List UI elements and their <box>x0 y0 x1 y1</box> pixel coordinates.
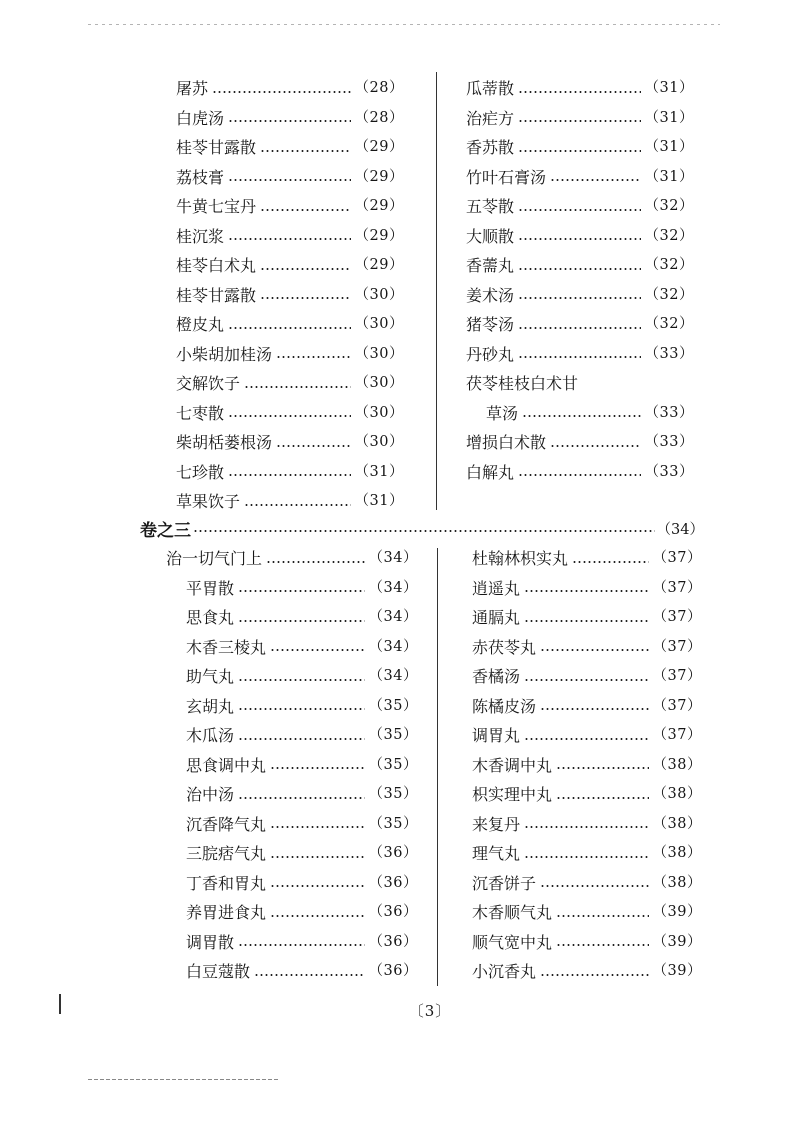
toc-column-top-left <box>176 74 404 517</box>
toc-entry <box>466 428 694 458</box>
entry-title: 调胃散 <box>186 932 235 952</box>
toc-entry <box>466 104 694 134</box>
toc-entry <box>466 222 694 252</box>
entry-title: 桂沉浆 <box>176 226 225 246</box>
toc-entry <box>466 74 694 104</box>
entry-title: 五苓散 <box>466 197 515 216</box>
toc-entry <box>166 692 418 722</box>
entry-title: 柴胡栝蒌根汤 <box>176 433 273 452</box>
entry-title: 木瓜汤 <box>186 726 235 745</box>
toc-entry <box>166 898 418 928</box>
entry-title: 瓜蒂散 <box>466 79 515 98</box>
entry-title: 香薷丸 <box>466 256 515 275</box>
toc-entry <box>472 810 702 840</box>
entry-page: （38） <box>652 874 702 891</box>
entry-title: 陈橘皮汤 <box>472 696 537 716</box>
dot-leader <box>228 327 351 329</box>
entry-page: （28） <box>354 80 404 96</box>
entry-page: （29） <box>354 257 404 273</box>
entry-page: （38） <box>652 815 702 832</box>
entry-title: 治疟方 <box>466 108 515 128</box>
dot-leader <box>556 915 649 917</box>
toc-entry <box>472 751 702 781</box>
entry-page: （34） <box>368 550 418 566</box>
toc-entry <box>166 662 418 692</box>
toc-entry <box>166 780 418 810</box>
dot-leader <box>556 767 649 769</box>
toc-entry <box>176 487 404 517</box>
entry-title: 调胃丸 <box>472 726 521 745</box>
toc-entry <box>472 957 702 987</box>
entry-title: 平胃散 <box>186 578 235 598</box>
entry-page: （31） <box>354 493 404 509</box>
entry-title: 三脘痞气丸 <box>186 844 267 863</box>
dot-leader <box>518 474 641 476</box>
entry-title: 沉香饼子 <box>472 873 537 893</box>
toc-entry <box>466 163 694 193</box>
entry-title: 养胃进食丸 <box>186 903 267 922</box>
entry-page: （38） <box>652 756 702 773</box>
entry-page: （31） <box>644 168 694 185</box>
section-page: （34） <box>656 521 704 538</box>
entry-page: （32） <box>644 257 694 273</box>
toc-entry <box>472 574 702 604</box>
dot-leader <box>270 915 365 917</box>
entry-title: 沉香降气丸 <box>186 814 267 834</box>
toc-entry <box>176 133 404 163</box>
entry-page: （38） <box>652 845 702 861</box>
entry-page: （37） <box>652 579 702 596</box>
dot-leader <box>572 561 649 563</box>
dot-leader <box>524 590 649 592</box>
entry-title: 丹砂丸 <box>466 344 515 364</box>
entry-page: （37） <box>652 697 702 714</box>
dot-leader <box>228 179 351 181</box>
page-number: 〔3〕 <box>408 1002 452 1020</box>
dot-leader <box>238 797 365 799</box>
entry-page: （37） <box>652 727 702 743</box>
entry-title: 姜术汤 <box>466 285 515 305</box>
toc-entry <box>166 928 418 958</box>
bottom-scan-line <box>88 1079 278 1080</box>
entry-title: 治中汤 <box>186 785 235 804</box>
entry-page: （35） <box>368 697 418 714</box>
toc-entry <box>466 192 694 222</box>
dot-leader <box>524 738 649 740</box>
toc-entry <box>176 104 404 134</box>
entry-page: （35） <box>368 786 418 802</box>
dot-leader <box>212 91 351 93</box>
section-title: 卷之三 <box>140 520 191 541</box>
toc-entry <box>466 458 694 488</box>
dot-leader <box>270 826 365 828</box>
entry-page: （33） <box>644 345 694 362</box>
toc-entry <box>466 399 694 429</box>
entry-page: （37） <box>652 609 702 625</box>
entry-page: （31） <box>644 109 694 126</box>
dot-leader <box>524 856 649 858</box>
toc-entry <box>166 869 418 899</box>
entry-page: （39） <box>652 933 702 950</box>
dot-leader <box>238 620 365 622</box>
entry-title: 桂苓甘露散 <box>176 138 257 157</box>
dot-leader <box>518 91 641 93</box>
dot-leader <box>244 504 351 506</box>
dot-leader <box>518 268 641 270</box>
toc-entry <box>472 780 702 810</box>
entry-page: （34） <box>368 609 418 625</box>
entry-title: 小沉香丸 <box>472 962 537 981</box>
dot-leader <box>518 209 641 211</box>
entry-page: （35） <box>368 727 418 743</box>
toc-entry <box>472 898 702 928</box>
entry-page: （28） <box>354 109 404 126</box>
dot-leader <box>270 649 365 651</box>
entry-page: （31） <box>354 463 404 480</box>
dot-leader <box>540 649 649 651</box>
entry-title: 香苏散 <box>466 138 515 157</box>
dot-leader <box>260 268 351 270</box>
toc-entry <box>176 340 404 370</box>
entry-title: 思食丸 <box>186 608 235 627</box>
entry-page: （39） <box>652 963 702 979</box>
entry-title: 白解丸 <box>466 462 515 482</box>
entry-title: 草汤 <box>486 403 519 423</box>
toc-entry <box>166 603 418 633</box>
dot-leader <box>238 590 365 592</box>
dot-leader <box>524 620 649 622</box>
entry-title: 香橘汤 <box>472 667 521 686</box>
entry-title: 理气丸 <box>472 844 521 863</box>
entry-page: （37） <box>652 550 702 566</box>
entry-title: 草果饮子 <box>176 492 241 511</box>
toc-entry <box>176 281 404 311</box>
dot-leader <box>518 297 641 299</box>
entry-title: 竹叶石膏汤 <box>466 167 547 187</box>
entry-title: 茯苓桂枝白术甘 <box>466 374 579 393</box>
entry-page: （32） <box>644 286 694 303</box>
dot-leader <box>228 238 351 240</box>
toc-entry <box>176 251 404 281</box>
entry-title: 治一切气门上 <box>166 549 263 568</box>
entry-title: 来复丹 <box>472 814 521 834</box>
toc-entry <box>176 192 404 222</box>
dot-leader <box>270 885 365 887</box>
entry-title: 大顺散 <box>466 226 515 246</box>
entry-title: 木香顺气丸 <box>472 903 553 922</box>
entry-title: 七枣散 <box>176 403 225 423</box>
dot-leader <box>518 327 641 329</box>
toc-entry <box>472 721 702 751</box>
toc-column-top-right <box>466 74 694 487</box>
entry-page: （32） <box>644 316 694 332</box>
entry-page: （29） <box>354 139 404 155</box>
entry-title: 思食调中丸 <box>186 755 267 775</box>
entry-title: 桂苓甘露散 <box>176 285 257 305</box>
entry-page: （37） <box>652 668 702 684</box>
entry-title: 逍遥丸 <box>472 578 521 598</box>
entry-page: （31） <box>644 80 694 96</box>
column-divider-bottom <box>437 548 438 986</box>
toc-column-bottom-left <box>166 544 418 987</box>
dot-leader <box>260 150 351 152</box>
toc-entry <box>472 928 702 958</box>
dot-leader <box>254 974 365 976</box>
entry-page: （36） <box>368 845 418 861</box>
entry-title: 交解饮子 <box>176 374 241 393</box>
dot-leader <box>228 415 351 417</box>
entry-title: 助气丸 <box>186 667 235 686</box>
entry-title: 杜翰林枳实丸 <box>472 549 569 568</box>
entry-title: 橙皮丸 <box>176 315 225 334</box>
entry-page: （30） <box>354 434 404 450</box>
dot-leader <box>556 944 649 946</box>
dot-leader <box>556 797 649 799</box>
entry-title: 增损白术散 <box>466 433 547 452</box>
entry-page: （39） <box>652 904 702 920</box>
entry-page: （34） <box>368 668 418 684</box>
dot-leader <box>550 179 641 181</box>
section-heading-row <box>140 514 704 542</box>
toc-entry <box>176 74 404 104</box>
dot-leader <box>540 885 649 887</box>
entry-page: （35） <box>368 815 418 832</box>
toc-entry <box>166 544 418 574</box>
entry-page: （36） <box>368 933 418 950</box>
top-scan-line <box>88 24 720 25</box>
dot-leader <box>518 120 641 122</box>
toc-entry <box>166 574 418 604</box>
toc-entry <box>466 251 694 281</box>
toc-entry <box>166 810 418 840</box>
dot-leader <box>228 474 351 476</box>
entry-title: 赤茯苓丸 <box>472 637 537 657</box>
toc-entry <box>166 957 418 987</box>
entry-page: （29） <box>354 227 404 244</box>
dot-leader <box>238 708 365 710</box>
entry-page: （38） <box>652 786 702 802</box>
dot-leader <box>276 356 351 358</box>
dot-leader <box>550 445 641 447</box>
dot-leader <box>524 826 649 828</box>
entry-page: （33） <box>644 404 694 421</box>
dot-leader <box>540 708 649 710</box>
toc-entry <box>166 633 418 663</box>
entry-page: （33） <box>644 463 694 480</box>
entry-page: （30） <box>354 316 404 332</box>
toc-entry <box>176 458 404 488</box>
entry-page: （37） <box>652 638 702 655</box>
toc-entry <box>466 281 694 311</box>
entry-page: （35） <box>368 756 418 773</box>
entry-page: （36） <box>368 874 418 891</box>
toc-entry <box>176 428 404 458</box>
toc-entry <box>466 310 694 340</box>
toc-entry <box>176 163 404 193</box>
dot-leader <box>238 738 365 740</box>
entry-title: 玄胡丸 <box>186 696 235 716</box>
toc-entry <box>176 369 404 399</box>
entry-page: （34） <box>368 638 418 655</box>
toc-entry <box>472 544 702 574</box>
entry-page: （33） <box>644 434 694 450</box>
dot-leader <box>518 238 641 240</box>
dot-leader <box>238 944 365 946</box>
dot-leader <box>238 679 365 681</box>
dot-leader <box>540 974 649 976</box>
dot-leader <box>260 209 351 211</box>
toc-entry <box>466 133 694 163</box>
margin-mark <box>59 994 61 1014</box>
toc-entry <box>472 839 702 869</box>
toc-entry <box>176 222 404 252</box>
entry-page: （36） <box>368 904 418 920</box>
entry-page: （30） <box>354 404 404 421</box>
entry-title: 木香三棱丸 <box>186 637 267 657</box>
dot-leader <box>244 386 351 388</box>
entry-page: （30） <box>354 286 404 303</box>
dot-leader <box>228 120 351 122</box>
dot-leader <box>270 856 365 858</box>
toc-entry <box>166 721 418 751</box>
toc-entry <box>472 603 702 633</box>
entry-title: 屠苏 <box>176 79 209 98</box>
entry-title: 桂苓白术丸 <box>176 256 257 275</box>
entry-title: 猪苓汤 <box>466 315 515 334</box>
entry-page: （32） <box>644 227 694 244</box>
dot-leader <box>260 297 351 299</box>
entry-title: 枳实理中丸 <box>472 785 553 804</box>
dot-leader <box>270 767 365 769</box>
entry-page: （36） <box>368 963 418 979</box>
toc-entry <box>472 662 702 692</box>
entry-title: 木香调中丸 <box>472 755 553 775</box>
entry-page: （30） <box>354 345 404 362</box>
entry-page: （31） <box>644 139 694 155</box>
toc-entry <box>166 839 418 869</box>
entry-page: （34） <box>368 579 418 596</box>
toc-entry <box>472 692 702 722</box>
toc-entry <box>466 369 694 399</box>
column-divider-top <box>436 72 437 510</box>
entry-title: 丁香和胃丸 <box>186 873 267 893</box>
entry-title: 白豆蔻散 <box>186 962 251 981</box>
toc-column-bottom-right <box>472 544 702 987</box>
toc-entry <box>472 869 702 899</box>
dot-leader <box>276 445 351 447</box>
dot-leader <box>522 415 641 417</box>
toc-entry <box>466 340 694 370</box>
dot-leader <box>524 679 649 681</box>
entry-page: （32） <box>644 198 694 214</box>
entry-title: 白虎汤 <box>176 108 225 128</box>
entry-title: 顺气宽中丸 <box>472 932 553 952</box>
dot-leader <box>193 530 655 532</box>
toc-entry <box>166 751 418 781</box>
entry-page: （29） <box>354 168 404 185</box>
toc-entry <box>176 399 404 429</box>
entry-page: （30） <box>354 375 404 391</box>
toc-entry <box>176 310 404 340</box>
entry-title: 小柴胡加桂汤 <box>176 344 273 364</box>
entry-title: 荔枝膏 <box>176 167 225 187</box>
entry-title: 七珍散 <box>176 462 225 482</box>
entry-title: 牛黄七宝丹 <box>176 197 257 216</box>
dot-leader <box>518 356 641 358</box>
dot-leader <box>266 561 365 563</box>
toc-entry <box>472 633 702 663</box>
entry-page: （29） <box>354 198 404 214</box>
dot-leader <box>518 150 641 152</box>
entry-title: 通膈丸 <box>472 608 521 627</box>
